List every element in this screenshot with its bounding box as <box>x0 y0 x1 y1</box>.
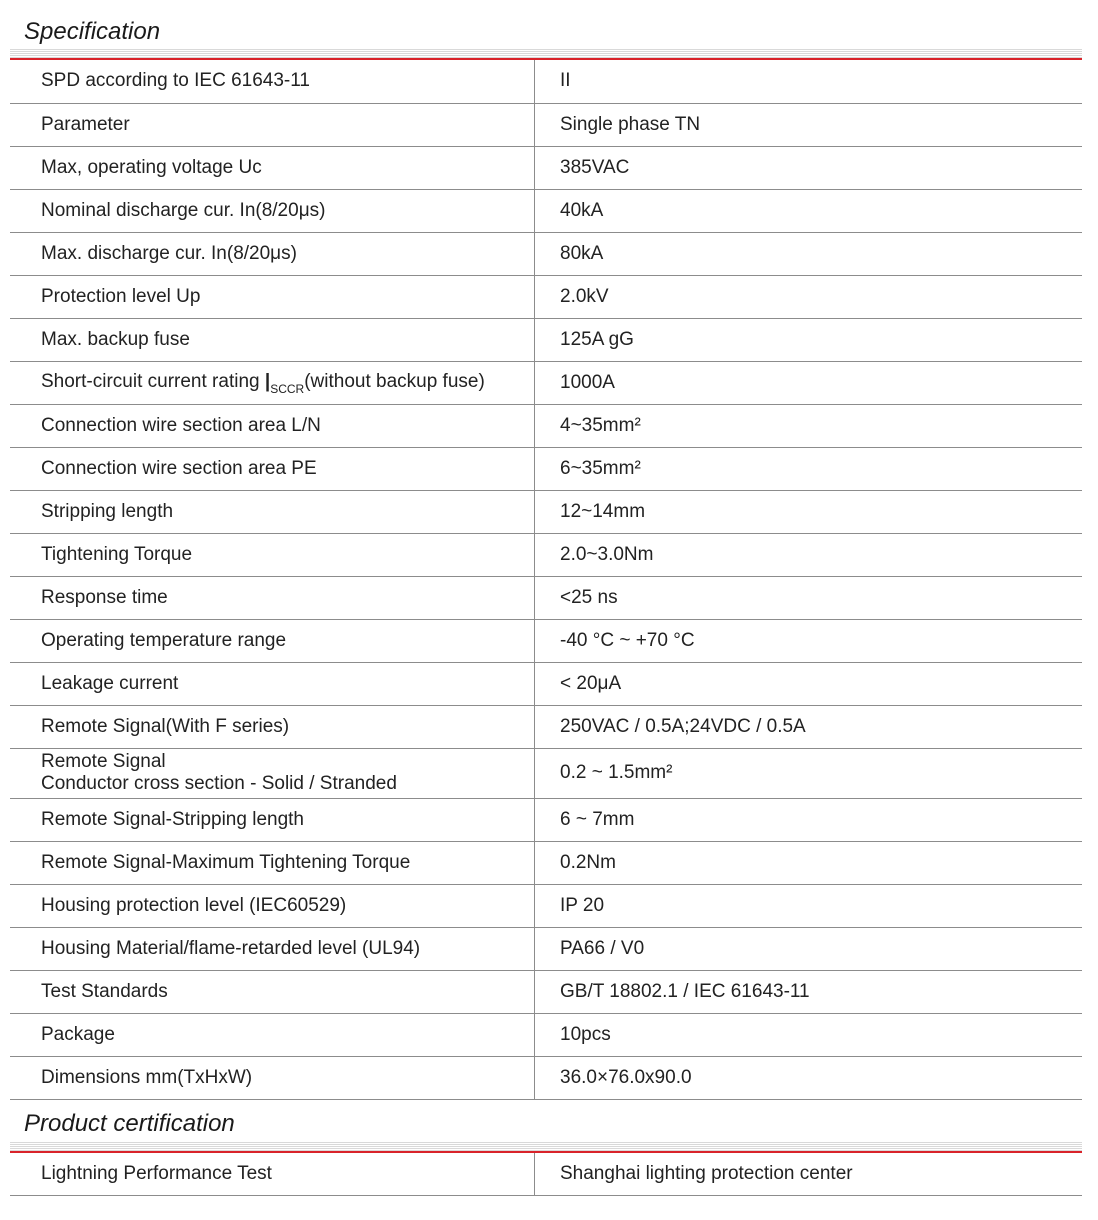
row-label: Response time <box>10 576 535 619</box>
row-value: 6~35mm² <box>535 447 1083 490</box>
row-label: Protection level Up <box>10 275 535 318</box>
row-value: <25 ns <box>535 576 1083 619</box>
row-label-multiline <box>10 748 535 798</box>
table-row <box>10 404 1082 447</box>
specification-title: Specification <box>24 18 161 45</box>
row-label: Dimensions mm(TxHxW) <box>10 1056 535 1099</box>
row-value: 0.2 ~ 1.5mm² <box>535 748 1083 798</box>
sccr-symbol: | <box>264 371 271 392</box>
table-row <box>10 970 1082 1013</box>
table-row <box>10 1056 1082 1099</box>
table-row <box>10 705 1082 748</box>
table-row <box>10 841 1082 884</box>
table-row <box>10 798 1082 841</box>
specification-table <box>10 60 1082 1100</box>
row-label: Tightening Torque <box>10 533 535 576</box>
row-value: 250VAC / 0.5A;24VDC / 0.5A <box>535 705 1083 748</box>
row-value: 0.2Nm <box>535 841 1083 884</box>
row-label-line-1: Remote Signal <box>41 751 166 772</box>
row-value: 40kA <box>535 189 1083 232</box>
row-label: Test Standards <box>10 970 535 1013</box>
table-row <box>10 490 1082 533</box>
row-value: 10pcs <box>535 1013 1083 1056</box>
table-row <box>10 748 1082 798</box>
row-label: Package <box>10 1013 535 1056</box>
title-separator <box>10 48 1082 58</box>
table-row <box>10 146 1082 189</box>
row-label: Connection wire section area L/N <box>10 404 535 447</box>
sccr-subscript: SCCR <box>270 382 305 396</box>
row-value: 4~35mm² <box>535 404 1083 447</box>
row-label: Stripping length <box>10 490 535 533</box>
row-label: Max. backup fuse <box>10 318 535 361</box>
row-value: 36.0×76.0x90.0 <box>535 1056 1083 1099</box>
row-value: 12~14mm <box>535 490 1083 533</box>
title-separator <box>10 1141 1082 1151</box>
row-label: Connection wire section area PE <box>10 447 535 490</box>
table-row <box>10 884 1082 927</box>
table-row <box>10 189 1082 232</box>
row-label: Nominal discharge cur. In(8/20μs) <box>10 189 535 232</box>
row-label: Housing protection level (IEC60529) <box>10 884 535 927</box>
row-value: Single phase TN <box>535 103 1083 146</box>
row-value: 80kA <box>535 232 1083 275</box>
row-label: Operating temperature range <box>10 619 535 662</box>
table-row <box>10 1153 1082 1195</box>
sccr-label-suffix: (without backup fuse) <box>304 371 485 392</box>
row-value: 385VAC <box>535 146 1083 189</box>
row-value: 1000A <box>535 361 1083 404</box>
row-label-sccr <box>10 361 535 404</box>
row-label: Housing Material/flame-retarded level (UL94) <box>10 927 535 970</box>
row-label: Remote Signal(With F series) <box>10 705 535 748</box>
table-row <box>10 927 1082 970</box>
row-value: 6 ~ 7mm <box>535 798 1083 841</box>
row-label: Max. discharge cur. In(8/20μs) <box>10 232 535 275</box>
table-row <box>10 60 1082 103</box>
row-label: SPD according to IEC 61643-11 <box>10 60 535 103</box>
row-value: 125A gG <box>535 318 1083 361</box>
row-label: Lightning Performance Test <box>10 1153 535 1195</box>
table-row <box>10 1013 1082 1056</box>
table-row <box>10 275 1082 318</box>
row-value: 2.0~3.0Nm <box>535 533 1083 576</box>
row-value: < 20μA <box>535 662 1083 705</box>
row-label: Remote Signal-Maximum Tightening Torque <box>10 841 535 884</box>
row-label: Parameter <box>10 103 535 146</box>
row-value: GB/T 18802.1 / IEC 61643-11 <box>535 970 1083 1013</box>
table-row <box>10 103 1082 146</box>
row-value: II <box>535 60 1083 103</box>
row-value: IP 20 <box>535 884 1083 927</box>
table-row <box>10 318 1082 361</box>
row-label-line-2: Conductor cross section - Solid / Stranded <box>41 773 397 794</box>
row-value: Shanghai lighting protection center <box>535 1153 1083 1195</box>
certification-table <box>10 1153 1082 1196</box>
table-row <box>10 662 1082 705</box>
table-row <box>10 232 1082 275</box>
table-row <box>10 619 1082 662</box>
row-value: -40 °C ~ +70 °C <box>535 619 1083 662</box>
product-certification-title: Product certification <box>24 1110 235 1137</box>
row-label: Remote Signal-Stripping length <box>10 798 535 841</box>
table-row <box>10 361 1082 404</box>
row-label: Leakage current <box>10 662 535 705</box>
row-value: PA66 / V0 <box>535 927 1083 970</box>
row-label: Max, operating voltage Uc <box>10 146 535 189</box>
table-row <box>10 447 1082 490</box>
table-row <box>10 533 1082 576</box>
table-row <box>10 576 1082 619</box>
row-value: 2.0kV <box>535 275 1083 318</box>
sccr-label-text: Short-circuit current rating <box>41 371 260 392</box>
